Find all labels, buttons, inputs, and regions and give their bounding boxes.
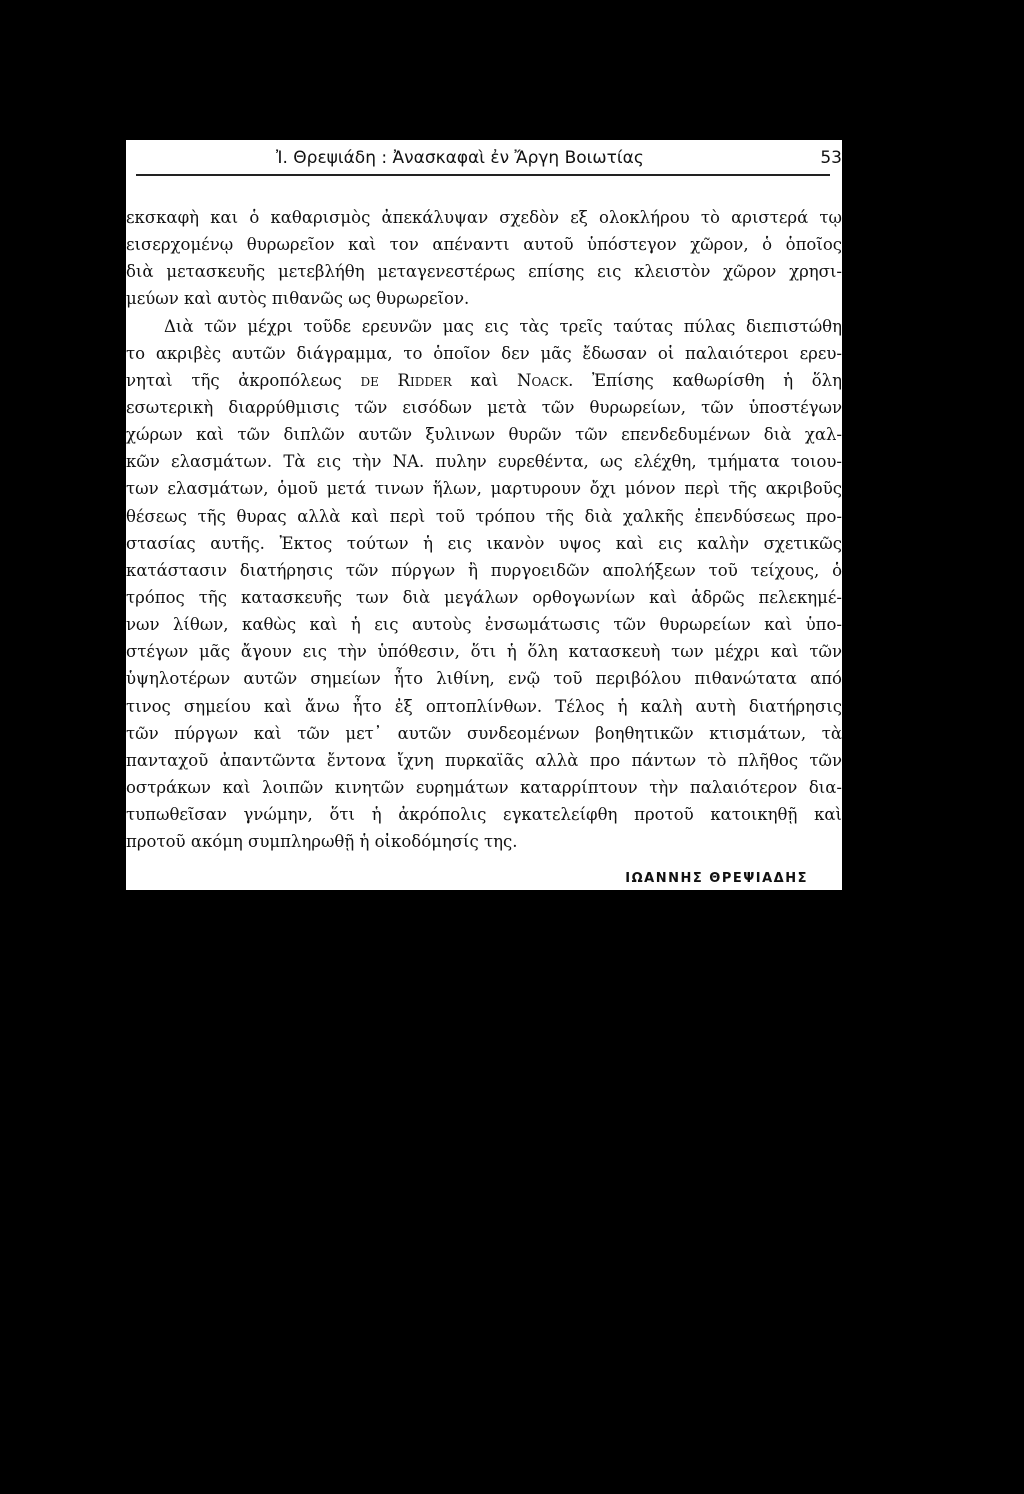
text-line: χώρων καὶ τῶν διπλῶν αυτῶν ξυλινων θυρῶν τῶν επενδεδυμένων διὰ χαλ-: [126, 425, 842, 445]
text-line: διὰ μετασκευῆς μετεβλήθη μεταγενεστέρως επίσης εις κλειστὸν χῶρον χρησι-: [126, 262, 842, 282]
page-number: 53: [820, 148, 842, 168]
author-name-noack: Noack: [517, 370, 569, 390]
text-line: τινος σημείου καὶ ἄνω ἦτο ἐξ οπτοπλίνθων. Τέλος ἡ καλὴ αυτὴ διατήρησις: [126, 696, 842, 716]
text-segment: νηταὶ τῆς ἀκροπόλεως: [126, 370, 342, 390]
text-line: εκσκαφὴ και ὁ καθαρισμὸς ἀπεκάλυψαν σχεδὸν εξ ολοκλήρου τὸ αριστερά τῳ: [126, 208, 842, 227]
text-segment: Ἐπίσης καθωρίσθη ἡ ὅλη: [592, 370, 843, 390]
text-line: πανταχοῦ ἀπαντῶντα ἔντονα ἴχνη πυρκαϊᾶς αλλὰ προ πάντων τὸ πλῆθος τῶν: [126, 750, 842, 770]
text-line: τῶν πύργων καὶ τῶν μετ᾽ αυτῶν συνδεομένων βοηθητικῶν κτισμάτων, τὰ: [126, 723, 842, 743]
text-line: κῶν ελασμάτων. Τὰ εις τὴν ΝΑ. πυλην ευρεθέντα, ως ελέχθη, τμήματα τοιου-: [126, 452, 842, 472]
text-segment: de: [360, 370, 379, 390]
text-line: τυπωθεῖσαν γνώμην, ὅτι ἡ ἀκρόπολις εγκατελείφθη προτοῦ κατοικηθῇ καὶ: [126, 805, 842, 825]
running-title: Ἰ. Θρεψιάδη : Ἀνασκαφαὶ ἐν Ἄργη Βοιωτίας: [276, 148, 644, 168]
author-signature: ΙΩΑΝΝΗΣ ΘΡΕΨΙΑΔΗΣ: [625, 871, 808, 886]
text-line: στασίας αυτῆς. Ἐκτος τούτων ἡ εις ικανὸν υψος καὶ εις καλὴν σχετικῶς: [126, 533, 842, 553]
header-rule: [136, 174, 830, 176]
text-line: κατάστασιν διατήρησις τῶν πύργων ἢ πυργοειδῶν απολήξεων τοῦ τείχους, ὁ: [126, 560, 842, 580]
text-line: οστράκων καὶ λοιπῶν κινητῶν ευρημάτων καταρρίπτουν τὴν παλαιότερον δια-: [126, 777, 842, 797]
author-name-ridder: Ridder: [397, 370, 452, 390]
text-line: των ελασμάτων, ὁμοῦ μετά τινων ἥλων, μαρτυρουν ὄχι μόνον περὶ τῆς ακριβοῦς: [126, 479, 842, 499]
text-line: προτοῦ ακόμη συμπληρωθῇ ἡ οἰκοδόμησίς της.: [126, 832, 518, 852]
text-line: ὑψηλοτέρων αυτῶν σημείων ἦτο λιθίνη, ενῷ τοῦ περιβόλου πιθανώτατα από: [126, 669, 842, 689]
text-line: νων λίθων, καθὼς καὶ ἡ εις αυτοὺς ἐνσωμάτωσις τῶν θυρωρείων καὶ ὑπο-: [126, 615, 842, 635]
text-line: τρόπος τῆς κατασκευῆς των διὰ μεγάλων ορθογωνίων καὶ ἁδρῶς πελεκημέ-: [126, 587, 842, 607]
text-line: Διὰ τῶν μέχρι τοῦδε ερευνῶν μας εις τὰς τρεῖς ταύτας πύλας διεπιστώθη: [164, 316, 842, 336]
text-line: μεύων καὶ αυτὸς πιθανῶς ως θυρωρεῖον.: [126, 289, 470, 309]
text-line: θέσεως τῆς θυρας αλλὰ καὶ περὶ τοῦ τρόπου τῆς διὰ χαλκῆς ἐπενδύσεως προ-: [126, 506, 842, 526]
text-line: το ακριβὲς αυτῶν διάγραμμα, το ὁποῖον δεν μᾶς ἔδωσαν οἱ παλαιότεροι ερευ-: [126, 343, 842, 363]
text-line: εισερχομένῳ θυρωρεῖον καὶ τον απέναντι αυτοῦ ὑπόστεγον χῶρον, ὁ ὁποῖος: [126, 235, 842, 255]
text-line: στέγων μᾶς ἄγουν εις τὴν ὑπόθεσιν, ὅτι ἡ ὅλη κατασκευὴ των μέχρι καὶ τῶν: [126, 642, 842, 662]
text-segment: καὶ: [470, 370, 499, 390]
text-line-mixed: νηταὶ τῆς ἀκροπόλεως de Ridder καὶ Noack. Ἐπίσης καθωρίσθη ἡ ὅλη: [126, 370, 843, 390]
text-line: εσωτερικὴ διαρρύθμισις τῶν εισόδων μετὰ τῶν θυρωρείων, τῶν ὑποστέγων: [126, 397, 842, 417]
body-text: [126, 204, 842, 855]
document-page: [126, 140, 842, 890]
